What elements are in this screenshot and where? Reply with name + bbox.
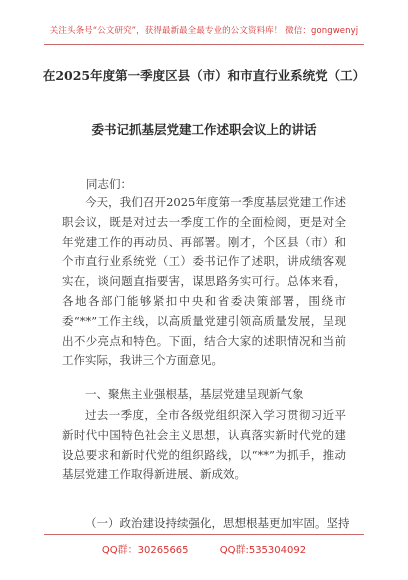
- footer-qq-group-2: QQ群:535304092: [219, 545, 307, 556]
- paragraph-intro: 今天，我们召开2025年度第一季度基层党建工作述职会议，既是对过去一季度工作的全面检阅，更是对全年党建工作的再动员、再部署。刚才，个区县（市）和个市直行业系统党（工）委书记作了述职，讲成绩客观实在，谈问题直指要害，谋思路务实可行。总体来看，各地各部门能够紧扣中央和省委决策部署，围绕市委“**”工作主线，以高质量党建引领高质量发展，呈现出不少亮点和特色。下面，结合大家的述职情况和当前工作实际，我讲三个方面意见。: [62, 195, 346, 368]
- salutation: 同志们：: [86, 177, 132, 191]
- header-banner: 关注头条号“公文研究”，获得最新最全最专业的公文资料库！ 微信：gongwenyj: [49, 26, 359, 36]
- document-title-line-1: 在2025年度第一季度区县（市）和市直行业系统党（工）: [42, 68, 366, 83]
- header-divider: [44, 44, 364, 45]
- footer-divider: [44, 534, 364, 535]
- footer-qq-group-1: QQ群：30265665: [101, 545, 189, 556]
- footer-contact: [0, 541, 408, 556]
- subsection-heading-1: （一）政治建设持续强化，思想根基更加牢固。坚持: [85, 516, 350, 530]
- document-title-line-2: 委书记抓基层党建工作述职会议上的讲话: [91, 122, 317, 137]
- section-heading-1: 一、聚焦主业强根基，基层党建呈现新气象: [85, 387, 304, 401]
- paragraph-section-1: 过去一季度，全市各级党组织深入学习贯彻习近平新时代中国特色社会主义思想，认真落实新时代党的建设总要求和新时代党的组织路线，以“**”为抓手，推动基层党建工作取得新进展、新成效。: [62, 408, 346, 482]
